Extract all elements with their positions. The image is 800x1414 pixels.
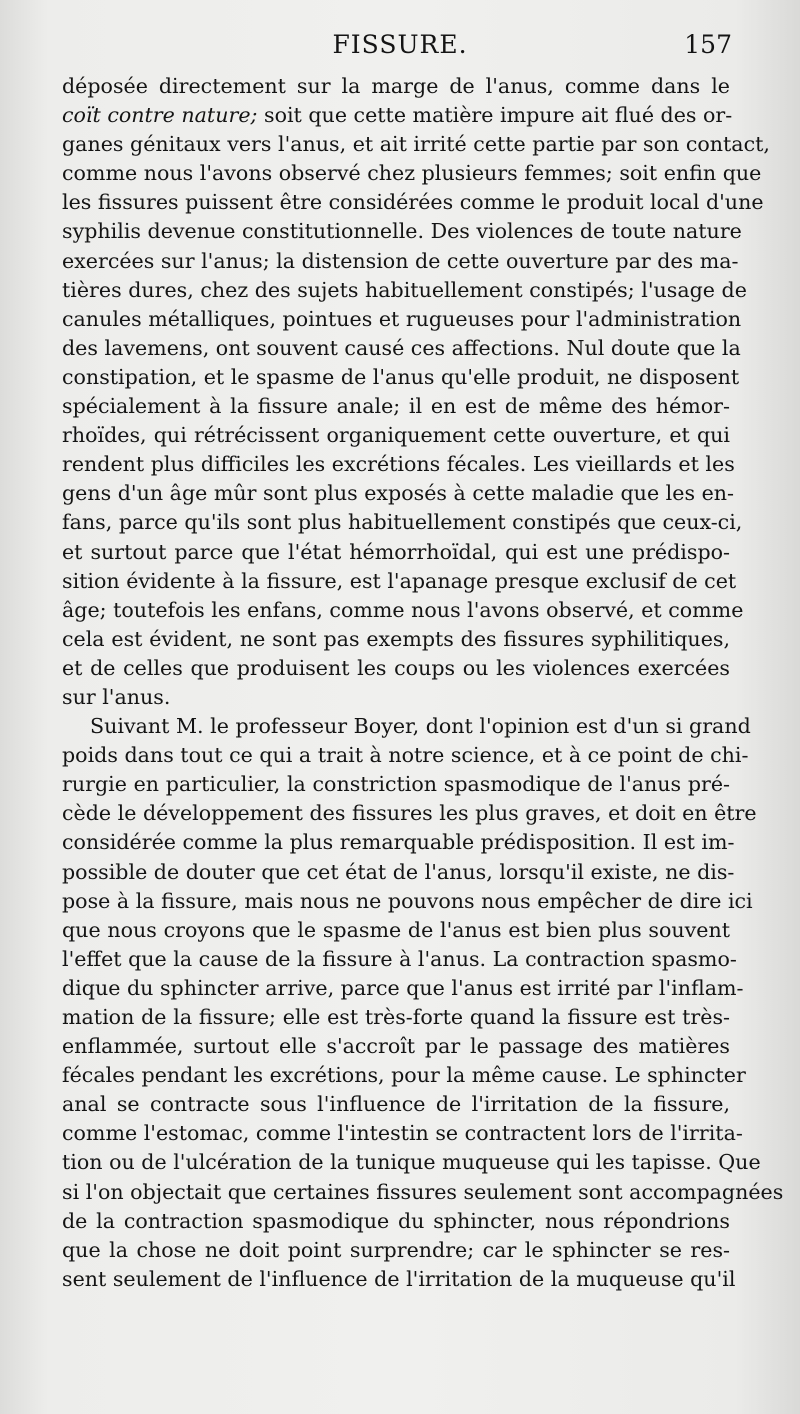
text-line: cela est évident, ne sont pas exempts des fissures syphilitiques, — [62, 626, 730, 651]
text-line: l'effet que la cause de la fissure à l'anus. La contraction spasmo- — [62, 946, 737, 971]
text-line: si l'on objectait que certaines fissures seulement sont accompagnées — [62, 1179, 784, 1204]
text-line: poids dans tout ce qui a trait à notre science, et à ce point de chi- — [62, 743, 749, 768]
italic-phrase: coït contre nature; — [62, 103, 258, 128]
text-line: exercées sur l'anus; la distension de cette ouverture par des ma- — [62, 248, 739, 273]
text-line: des lavemens, ont souvent causé ces affections. Nul doute que la — [62, 335, 741, 360]
text-line: de la contraction spasmodique du sphincter, nous répondrions — [62, 1208, 730, 1233]
text-line: sent seulement de l'influence de l'irritation de la muqueuse qu'il — [62, 1266, 736, 1291]
body-text — [62, 72, 784, 1294]
text-line: sition évidente à la fissure, est l'apanage presque exclusif de cet — [62, 568, 737, 593]
text-line: rendent plus difficiles les excrétions fécales. Les vieillards et les — [62, 452, 735, 477]
text-line: anal se contracte sous l'influence de l'irritation de la fissure, — [62, 1092, 730, 1117]
paragraph-2 — [62, 712, 784, 1294]
text-line: mation de la fissure; elle est très-forte quand la fissure est très- — [62, 1005, 730, 1029]
text-line: canules métalliques, pointues et rugueuses pour l'administration — [62, 306, 742, 331]
text-line: fans, parce qu'ils sont plus habituellement constipés que ceux-ci, — [62, 510, 743, 535]
text-line: considérée comme la plus remarquable prédisposition. Il est im- — [62, 830, 735, 855]
text-line: fécales pendant les excrétions, pour la même cause. Le sphincter — [62, 1063, 746, 1088]
text-line: comme nous l'avons observé chez plusieurs femmes; soit enfin que — [62, 161, 762, 186]
running-title: FISSURE. — [332, 30, 468, 59]
text-line: que la chose ne doit point surprendre; car le sphincter se res- — [62, 1237, 730, 1262]
text-line: ganes génitaux vers l'anus, et ait irrité cette partie par son contact, — [62, 132, 770, 157]
text-line: déposée directement sur la marge de l'anus, comme dans le — [62, 74, 730, 98]
text-line: cède le développement des fissures les plus graves, et doit en être — [62, 801, 757, 826]
text-line: que nous croyons que le spasme de l'anus est bien plus souvent — [62, 917, 730, 942]
text-line: Suivant M. le professeur Boyer, dont l'opinion est d'un si grand — [90, 714, 751, 739]
text-line: et surtout parce que l'état hémorrhoïdal, qui est une prédispo- — [62, 539, 730, 564]
text-line: âge; toutefois les enfans, comme nous l'avons observé, et comme — [62, 597, 744, 622]
paragraph-1 — [62, 72, 770, 712]
text-line: rurgie en particulier, la constriction spasmodique de l'anus pré- — [62, 772, 730, 797]
text-line: sur l'anus. — [62, 684, 171, 709]
text-line: pose à la fissure, mais nous ne pouvons nous empêcher de dire ici — [62, 888, 753, 913]
text-line: dique du sphincter arrive, parce que l'anus est irrité par l'inflam- — [62, 975, 744, 1000]
text-line: comme l'estomac, comme l'intestin se contractent lors de l'irrita- — [62, 1121, 743, 1146]
page-number: 157 — [684, 30, 732, 59]
text-line: enflammée, surtout elle s'accroît par le passage des matières — [62, 1034, 730, 1059]
text-line: et de celles que produisent les coups ou les violences exercées — [62, 655, 730, 680]
text-line: syphilis devenue constitutionnelle. Des violences de toute nature — [62, 219, 742, 244]
text-line: rhoïdes, qui rétrécissent organiquement cette ouverture, et qui — [62, 423, 730, 448]
text-line: constipation, et le spasme de l'anus qu'elle produit, ne disposent — [62, 364, 740, 389]
text-line: possible de douter que cet état de l'anus, lorsqu'il existe, ne dis- — [62, 859, 735, 884]
text-line: spécialement à la fissure anale; il en est de même des hémor- — [62, 394, 730, 419]
text-line: coït contre nature; soit que cette matière impure ait flué des or- — [62, 103, 733, 128]
text-line: gens d'un âge mûr sont plus exposés à cette maladie que les en- — [62, 481, 734, 506]
text-line: tion ou de l'ulcération de la tunique muqueuse qui les tapisse. Que — [62, 1150, 761, 1175]
running-head — [0, 30, 800, 70]
text-line: tières dures, chez des sujets habituellement constipés; l'usage de — [62, 277, 747, 302]
text-line: les fissures puissent être considérées comme le produit local d'une — [62, 190, 764, 215]
